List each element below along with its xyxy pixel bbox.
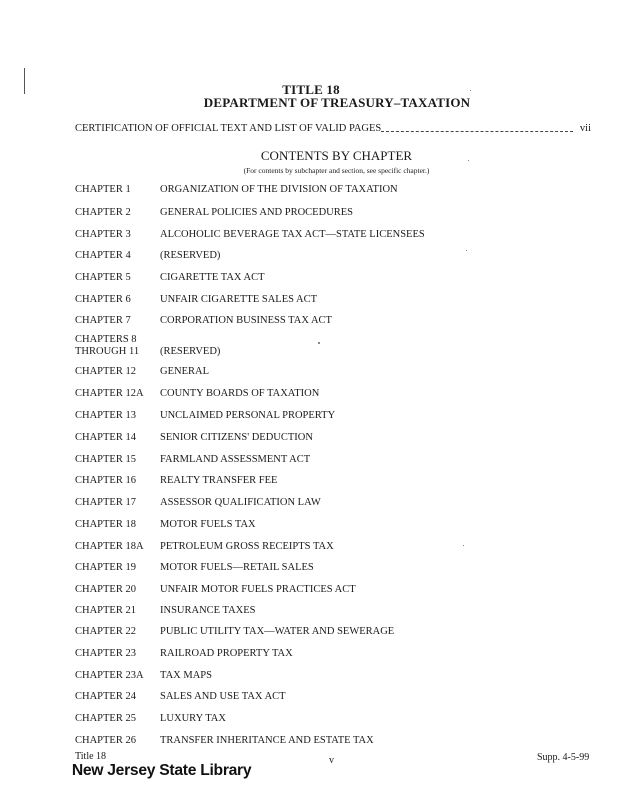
chapter-title: INSURANCE TAXES	[160, 605, 256, 616]
dot-leader	[381, 131, 573, 132]
chapter-number: CHAPTER 20	[75, 584, 136, 595]
scan-speck	[468, 160, 469, 161]
chapter-title: MOTOR FUELS—RETAIL SALES	[160, 562, 314, 573]
scan-speck	[470, 90, 471, 91]
chapter-number: CHAPTER 18	[75, 519, 136, 530]
chapter-title: TAX MAPS	[160, 670, 212, 681]
chapter-title: (RESERVED)	[160, 346, 221, 357]
scan-speck	[318, 342, 320, 344]
chapter-number: CHAPTER 1	[75, 184, 131, 195]
scan-speck	[463, 545, 464, 546]
chapter-number: CHAPTER 23A	[75, 670, 144, 681]
chapter-row	[75, 691, 575, 705]
chapter-number: CHAPTER 3	[75, 229, 131, 240]
library-stamp: New Jersey State Library	[71, 762, 252, 779]
chapter-row	[75, 541, 575, 555]
chapter-number: CHAPTER 7	[75, 315, 131, 326]
chapter-number: CHAPTER 16	[75, 475, 136, 486]
title-number: TITLE 18	[282, 82, 340, 97]
chapter-title: LUXURY TAX	[160, 713, 226, 724]
chapter-number: CHAPTER 4	[75, 250, 131, 261]
chapter-title: ALCOHOLIC BEVERAGE TAX ACT—STATE LICENSEES	[160, 229, 425, 240]
chapter-number: CHAPTER 13	[75, 410, 136, 421]
chapter-title: COUNTY BOARDS OF TAXATION	[160, 388, 320, 399]
chapter-row	[75, 388, 575, 402]
chapter-row	[75, 184, 575, 198]
chapter-number: CHAPTER 26	[75, 735, 136, 746]
chapter-row	[75, 207, 575, 221]
title-name: DEPARTMENT OF TREASURY–TAXATION	[203, 95, 471, 110]
chapter-row	[75, 626, 575, 640]
contents-heading: CONTENTS BY CHAPTER	[260, 148, 413, 163]
chapter-number-continued: THROUGH 11	[75, 346, 140, 357]
chapter-title: MOTOR FUELS TAX	[160, 519, 256, 530]
chapter-row	[75, 519, 575, 533]
chapter-title: SENIOR CITIZENS' DEDUCTION	[160, 432, 313, 443]
chapter-row	[75, 454, 575, 468]
chapter-number: CHAPTER 6	[75, 294, 131, 305]
chapter-number: CHAPTERS 8	[75, 334, 137, 345]
chapter-row	[75, 334, 575, 357]
certification-entry	[75, 123, 591, 137]
chapter-number: CHAPTER 19	[75, 562, 136, 573]
chapter-title: TRANSFER INHERITANCE AND ESTATE TAX	[160, 735, 374, 746]
chapter-title: ASSESSOR QUALIFICATION LAW	[160, 497, 321, 508]
chapter-title: PETROLEUM GROSS RECEIPTS TAX	[160, 541, 334, 552]
chapter-title: CORPORATION BUSINESS TAX ACT	[160, 315, 332, 326]
contents-note: (For contents by subchapter and section, see specific chapter.)	[243, 166, 430, 175]
chapter-title: SALES AND USE TAX ACT	[160, 691, 286, 702]
chapter-title: PUBLIC UTILITY TAX—WATER AND SEWERAGE	[160, 626, 395, 637]
chapter-number: CHAPTER 14	[75, 432, 136, 443]
certification-label: CERTIFICATION OF OFFICIAL TEXT AND LIST OF VALID PAGES	[75, 123, 382, 134]
chapter-row	[75, 670, 575, 684]
chapter-row	[75, 713, 575, 727]
certification-page: vii	[579, 123, 591, 134]
scan-artifact-line	[24, 68, 25, 94]
chapter-title: RAILROAD PROPERTY TAX	[160, 648, 293, 659]
chapter-number: CHAPTER 24	[75, 691, 136, 702]
chapter-row	[75, 605, 575, 619]
chapter-title: UNFAIR CIGARETTE SALES ACT	[160, 294, 318, 305]
chapter-number: CHAPTER 5	[75, 272, 131, 283]
chapter-number: CHAPTER 21	[75, 605, 136, 616]
chapter-row	[75, 410, 575, 424]
chapter-row	[75, 250, 575, 264]
chapter-title: ORGANIZATION OF THE DIVISION OF TAXATION	[160, 184, 398, 195]
chapter-row	[75, 497, 575, 511]
supplement-date: Supp. 4-5-99	[537, 752, 590, 763]
footer-title: Title 18	[75, 751, 107, 762]
chapter-row	[75, 562, 575, 576]
chapter-title: (RESERVED)	[160, 250, 221, 261]
chapter-number: CHAPTER 25	[75, 713, 136, 724]
chapter-title: UNFAIR MOTOR FUELS PRACTICES ACT	[160, 584, 356, 595]
chapter-number: CHAPTER 23	[75, 648, 136, 659]
chapter-row	[75, 735, 575, 749]
chapter-row	[75, 229, 575, 243]
chapter-title: FARMLAND ASSESSMENT ACT	[160, 454, 311, 465]
chapter-number: CHAPTER 2	[75, 207, 131, 218]
chapter-number: CHAPTER 12A	[75, 388, 144, 399]
chapter-row	[75, 584, 575, 598]
chapter-row	[75, 272, 575, 286]
chapter-number: CHAPTER 17	[75, 497, 136, 508]
chapter-number: CHAPTER 18A	[75, 541, 144, 552]
chapter-title: GENERAL	[160, 366, 209, 377]
chapter-row	[75, 366, 575, 380]
page-number: v	[329, 755, 334, 766]
chapter-row	[75, 475, 575, 489]
chapter-row	[75, 315, 575, 329]
chapter-title: GENERAL POLICIES AND PROCEDURES	[160, 207, 353, 218]
chapter-title: REALTY TRANSFER FEE	[160, 475, 278, 486]
chapter-number: CHAPTER 22	[75, 626, 136, 637]
chapter-row	[75, 432, 575, 446]
scan-speck	[466, 250, 467, 251]
chapter-row	[75, 294, 575, 308]
chapter-number: CHAPTER 12	[75, 366, 136, 377]
chapter-row	[75, 648, 575, 662]
chapter-title: CIGARETTE TAX ACT	[160, 272, 265, 283]
chapter-number: CHAPTER 15	[75, 454, 136, 465]
chapter-title: UNCLAIMED PERSONAL PROPERTY	[160, 410, 336, 421]
